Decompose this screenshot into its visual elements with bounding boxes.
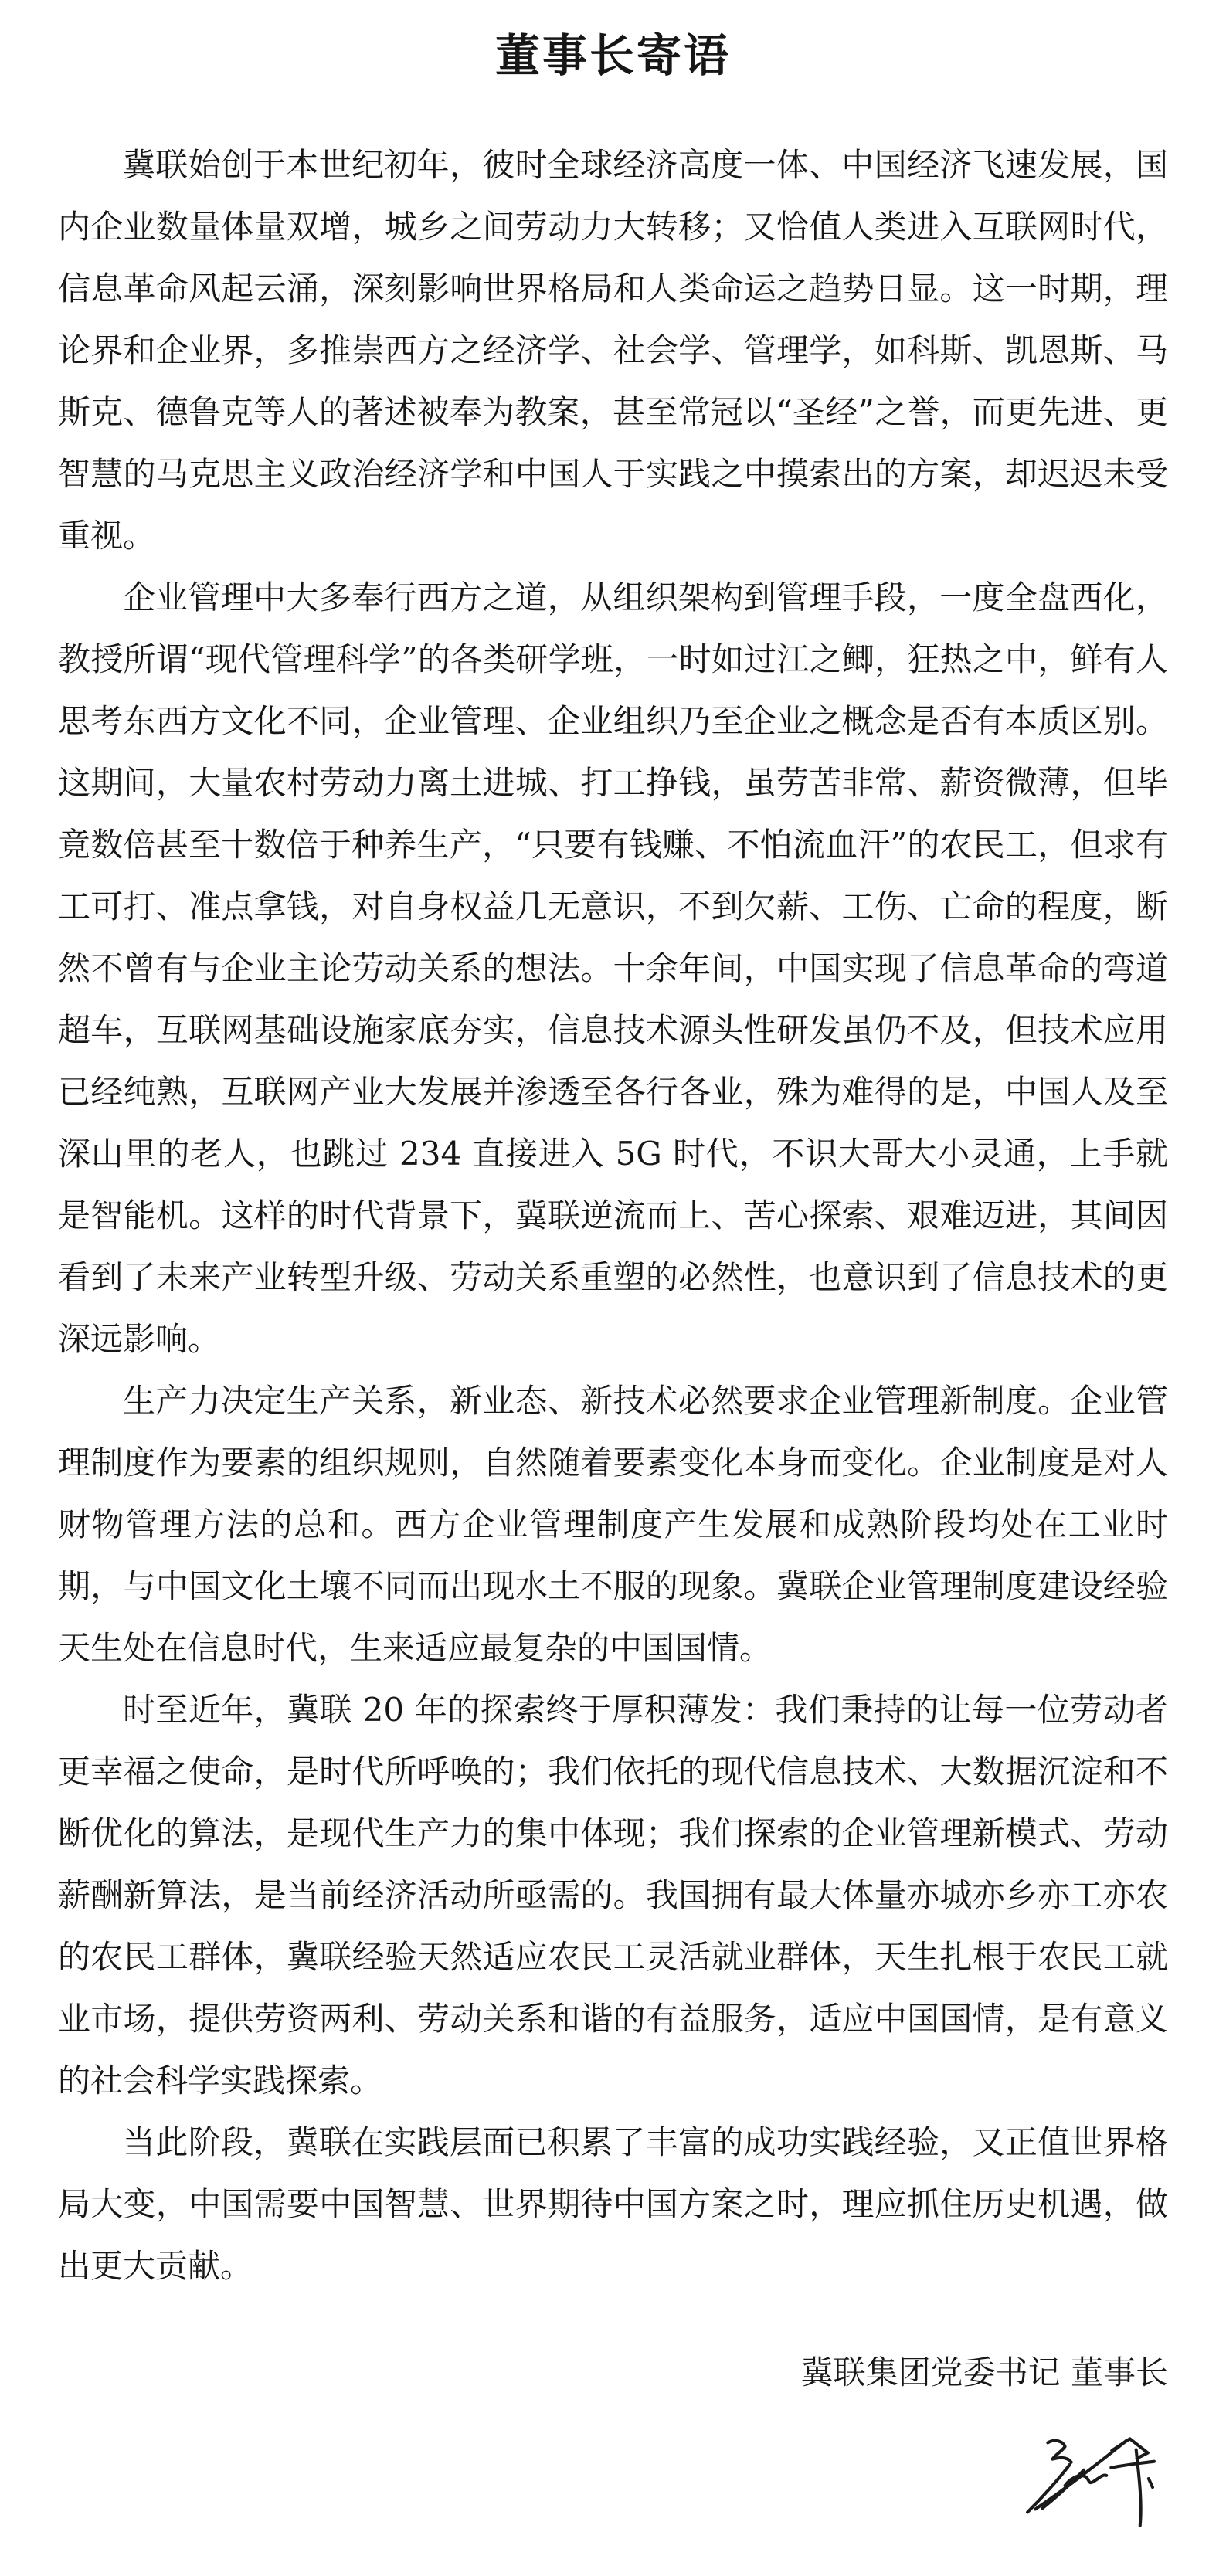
paragraph-5: 当此阶段，冀联在实践层面已积累了丰富的成功实践经验，又正值世界格局大变，中国需要中国智慧、世界期待中国方案之时，理应抓住历史机遇，做出更大贡献。 xyxy=(58,2123,1168,2285)
signoff-line: 冀联集团党委书记 董事长 xyxy=(800,2354,1168,2391)
page-title: 董事长寄语 xyxy=(494,29,731,82)
paragraph-3: 生产力决定生产关系，新业态、新技术必然要求企业管理新制度。企业管理制度作为要素的组织规则，自然随着要素变化本身而变化。企业制度是对人财物管理方法的总和。西方企业管理制度产生发展和成熟阶段均处在工业时期，与中国文化土壤不同而出现水土不服的现象。冀联企业管理制度建设经验天生处在信息时代，生来适应最复杂的中国国情。 xyxy=(58,1382,1168,1667)
paragraph-2: 企业管理中大多奉行西方之道，从组织架构到管理手段，一度全盘西化，教授所谓“现代管理科学”的各类研学班，一时如过江之鲫，狂热之中，鲜有人思考东西方文化不同，企业管理、企业组织乃至企业之概念是否有本质区别。这期间，大量农村劳动力离土进城、打工挣钱，虽劳苦非常、薪资微薄，但毕竟数倍甚至十数倍于种养生产，“只要有钱赚、不怕流血汗”的农民工，但求有工可打、准点拿钱，对自身权益几无意识，不到欠薪、工伤、亡命的程度，断然不曾有与企业主论劳动关系的想法。十余年间，中国实现了信息革命的弯道超车，互联网基础设施家底夯实，信息技术源头性研发虽仍不及，但技术应用已经纯熟，互联网产业大发展并渗透至各行各业，殊为难得的是，中国人及至深山里的老人，也跳过 234 直接进入 5G 时代，不识大哥大小灵通，上手就是智能机。这样的时代背景下，冀联逆流而上、苦心探索、艰难迈进，其间因看到了未来产业转型升级、劳动关系重塑的必然性，也意识到了信息技术的更深远影响。 xyxy=(58,579,1168,1358)
paragraph-4: 时至近年，冀联 20 年的探索终于厚积薄发：我们秉持的让每一位劳动者更幸福之使命，是时代所呼唤的；我们依托的现代信息技术、大数据沉淀和不断优化的算法，是现代生产力的集中体现；我们探索的企业管理新模式、劳动薪酬新算法，是当前经济活动所亟需的。我国拥有最大体量亦城亦乡亦工亦农的农民工群体，冀联经验天然适应农民工灵活就业群体，天生扎根于农民工就业市场，提供劳资两利、劳动关系和谐的有益服务，适应中国国情，是有意义的社会科学实践探索。 xyxy=(58,1691,1168,2099)
signature-area xyxy=(58,2433,1168,2530)
handwritten-signature-icon xyxy=(1024,2433,1157,2530)
paragraph-1: 冀联始创于本世纪初年，彼时全球经济高度一体、中国经济飞速发展，国内企业数量体量双增，城乡之间劳动力大转移；又恰值人类进入互联网时代，信息革命风起云涌，深刻影响世界格局和人类命运之趋势日显。这一时期，理论界和企业界，多推崇西方之经济学、社会学、管理学，如科斯、凯恩斯、马斯克、德鲁克等人的著述被奉为教案，甚至常冠以“圣经”之誉，而更先进、更智慧的马克思主义政治经济学和中国人于实践之中摸索出的方案，却迟迟未受重视。 xyxy=(58,146,1168,555)
document-body xyxy=(58,134,1168,2297)
